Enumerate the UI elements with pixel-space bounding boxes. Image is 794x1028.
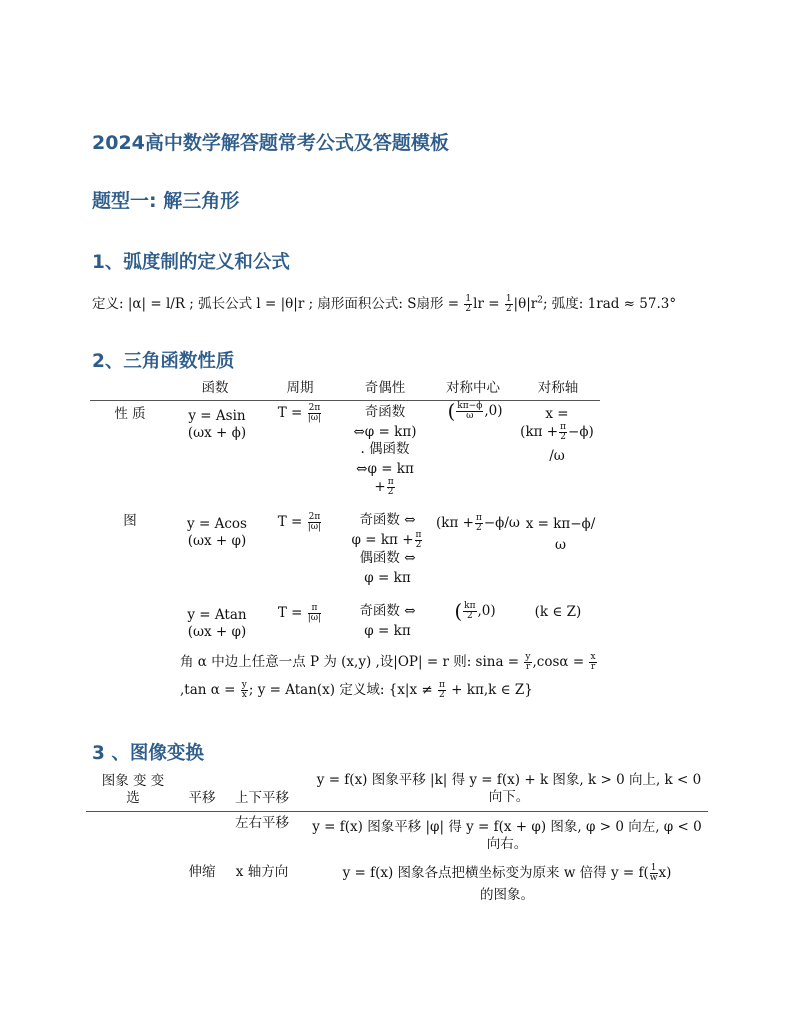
cos-symmetry-center: (kπ + $\frac{\pi}{2}$ −ϕ/ω	[436, 513, 520, 533]
transform-scale-desc: y = f(x) 图象各点把横坐标变为原来 w 倍得 y = f( $\frac{1}{w}$ x) 的图象。	[342, 863, 672, 903]
transform-horizontal-desc: y = f(x) 图象平移 |φ| 得 y = f(x + φ) 图象, φ > 0 向左, φ < 0 向右。	[312, 819, 702, 852]
tan-symmetry-axis: (k ∈ Z)	[534, 604, 582, 620]
row-label-graph: 图	[123, 513, 137, 529]
tan-parity: 奇函数 ⇔ φ = kπ	[359, 603, 416, 639]
cos-period: T = $\frac{2\pi}{|\omega|}$	[277, 512, 322, 532]
transform-vertical-label: 上下平移	[235, 790, 289, 806]
trig-note-line-1: 角 α 中边上任意一点 P 为 (x,y) ,设|OP| = r 则: sina = $\frac{y}{r}$ ,cosα = $\frac{x}{r}$	[180, 652, 596, 672]
def-text-a: 定义: |α| = l/R ; 弧长公式 l = |θ|r ; 扇形面积公式: S扇形 =	[92, 296, 464, 312]
row-label-properties: 性 质	[114, 406, 146, 422]
transform-table-rule	[86, 811, 708, 812]
cos-parity: 奇函数 ⇔ φ = kπ + $\frac{\pi}{2}$ 偶函数 ⇔ φ = kπ	[351, 512, 422, 586]
sin-parity: 奇函数 ⇔φ = kπ) . 偶函数 ⇔φ = kπ + $\frac{\pi}{2}$	[353, 404, 417, 497]
section2-heading: 2、三角函数性质	[92, 351, 235, 372]
tan-function: y = Atan (ωx + φ)	[187, 607, 247, 640]
transform-translate-label: 平移	[188, 790, 216, 806]
header-function: 函数	[201, 380, 229, 396]
table-header-rule	[90, 400, 600, 401]
header-center: 对称中心	[446, 380, 500, 396]
transform-scale-label: 伸缩	[188, 864, 216, 880]
fraction-half-1: $\frac{1}{2}$	[465, 294, 472, 314]
transform-col0: 图象 变 变 选	[101, 773, 165, 806]
header-parity: 奇偶性	[364, 380, 406, 396]
radian-definition-line	[92, 292, 676, 314]
tan-period: T = $\frac{\pi}{|\omega|}$	[277, 603, 322, 623]
def-text-b: lr =	[473, 296, 504, 312]
section3-heading: 3 、图像变换	[92, 743, 204, 764]
trig-note-line-2: ,tan α = $\frac{y}{x}$ ; y = Atan(x) 定义域: {x|x ≠ $\frac{\pi}{2}$ + kπ,k ∈ Z}	[180, 680, 533, 700]
document-title: 2024高中数学解答题常考公式及答题模板	[92, 132, 449, 154]
type-heading: 题型一: 解三角形	[92, 190, 240, 212]
header-axis: 对称轴	[537, 380, 579, 396]
fraction-half-2: $\frac{1}{2}$	[505, 294, 512, 314]
sin-function: y = Asin (ωx + ϕ)	[187, 408, 247, 441]
def-text-c: |θ|r	[513, 296, 538, 312]
def-text-d: ; 弧度: 1rad ≈ 57.3°	[542, 296, 677, 312]
transform-x-axis-label: x 轴方向	[235, 864, 289, 880]
tan-symmetry-center: ( $\frac{k\pi}{2}$ ,0)	[454, 599, 496, 623]
sin-symmetry-center: ( $\frac{k\pi-\phi}{\omega}$ ,0)	[447, 399, 503, 423]
cos-function: y = Acos (ωx + φ)	[187, 516, 247, 549]
square-exponent: 2	[537, 295, 543, 306]
sin-symmetry-axis: x = (kπ + $\frac{\pi}{2}$ −ϕ) /ω	[520, 406, 594, 464]
sin-period: T = $\frac{2\pi}{|\omega|}$	[277, 403, 322, 423]
cos-symmetry-axis: x = kπ−ϕ/ ω	[525, 516, 596, 553]
section1-heading: 1、弧度制的定义和公式	[92, 252, 290, 273]
header-period: 周期	[286, 380, 314, 396]
transform-vertical-desc: y = f(x) 图象平移 |k| 得 y = f(x) + k 图象, k > 0 向上, k < 0 向下。	[316, 772, 702, 805]
transform-horizontal-label: 左右平移	[235, 815, 289, 831]
